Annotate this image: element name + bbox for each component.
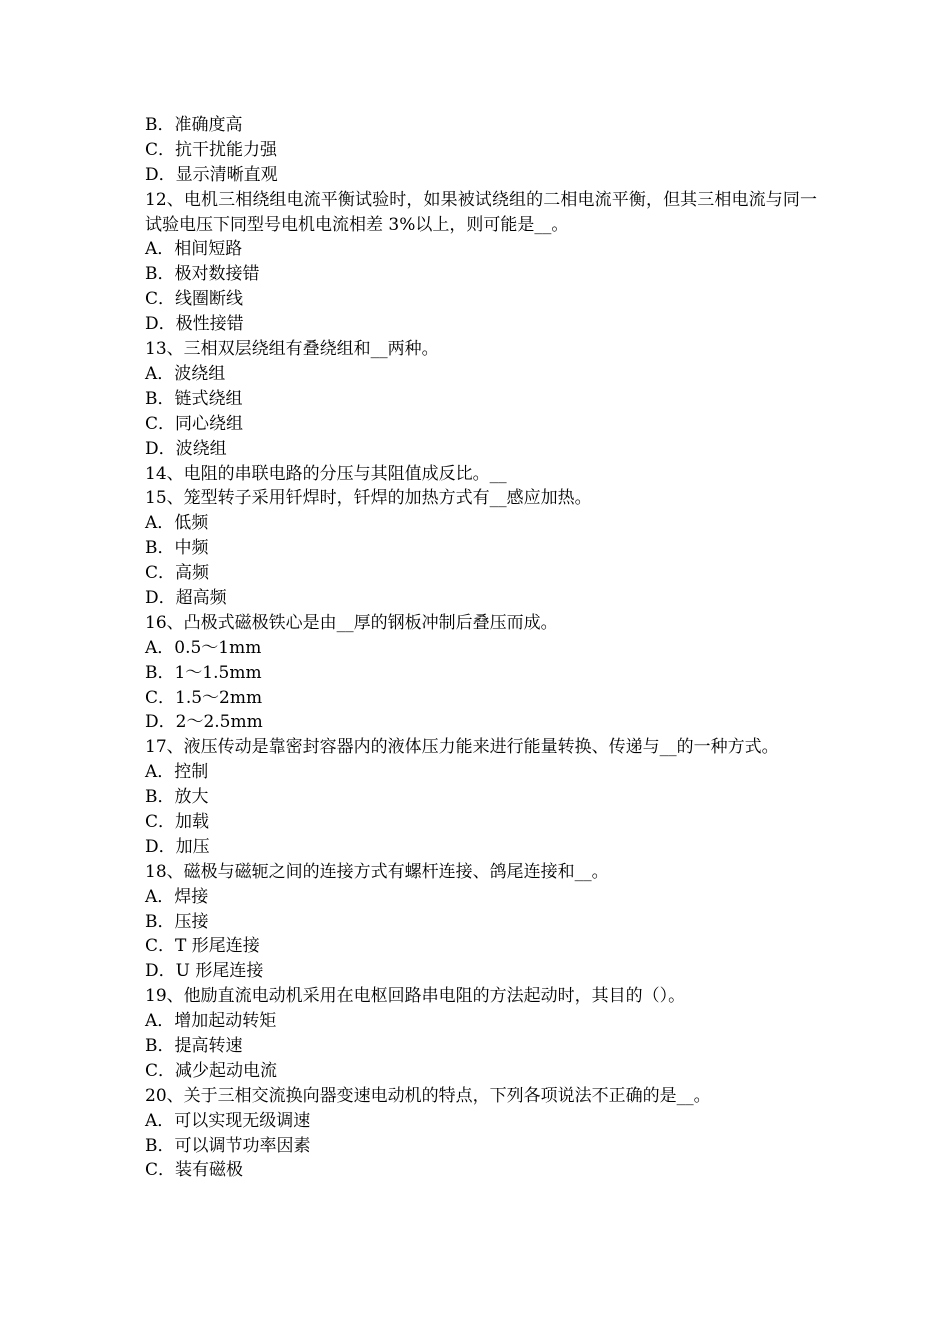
- option-line: D．极性接错: [145, 314, 244, 335]
- question-15: 15、笼型转子采用钎焊时，钎焊的加热方式有__感应加热。: [145, 488, 592, 509]
- option-line: D．显示清晰直观: [145, 164, 278, 185]
- option-line: C．线圈断线: [145, 289, 244, 310]
- question-12: 12、电机三相绕组电流平衡试验时，如果被试绕组的二相电流平衡，但其三相电流与同一试验电压下同型号电机电流相差 3%以上，则可能是__。: [145, 189, 817, 235]
- option-line: A．低频: [145, 513, 209, 534]
- option-line: B．放大: [145, 787, 209, 808]
- option-line: A．0.5～1mm: [145, 637, 262, 658]
- document-body: [145, 113, 817, 1183]
- option-line: B．中频: [145, 538, 209, 559]
- option-line: C．装有磁极: [145, 1160, 244, 1181]
- option-line: C．1.5～2mm: [145, 687, 263, 708]
- question-20: 20、关于三相交流换向器变速电动机的特点，下列各项说法不正确的是__。: [145, 1085, 711, 1106]
- option-line: A．控制: [145, 762, 209, 783]
- option-line: C．抗干扰能力强: [145, 139, 278, 160]
- question-18: 18、磁极与磁轭之间的连接方式有螺杆连接、鸽尾连接和__。: [145, 861, 609, 882]
- option-line: B．极对数接错: [145, 264, 260, 285]
- option-line: C．高频: [145, 563, 210, 584]
- option-line: A．相间短路: [145, 239, 243, 260]
- option-line: C．T 形尾连接: [145, 936, 260, 957]
- question-16: 16、凸极式磁极铁心是由__厚的钢板冲制后叠压而成。: [145, 612, 558, 633]
- option-line: D．波绕组: [145, 438, 227, 459]
- option-line: D．2～2.5mm: [145, 712, 263, 733]
- option-line: C．加载: [145, 811, 210, 832]
- option-line: C．同心绕组: [145, 413, 244, 434]
- question-14: 14、电阻的串联电路的分压与其阻值成反比。__: [145, 463, 507, 484]
- option-line: A．焊接: [145, 886, 209, 907]
- question-17: 17、液压传动是靠密封容器内的液体压力能来进行能量转换、传递与__的一种方式。: [145, 737, 779, 758]
- option-line: B．压接: [145, 911, 209, 932]
- option-line: B．提高转速: [145, 1036, 243, 1056]
- option-line: C．减少起动电流: [145, 1060, 278, 1081]
- option-line: A．可以实现无级调速: [145, 1110, 311, 1131]
- option-line: B．链式绕组: [145, 388, 243, 409]
- option-line: B．可以调节功率因素: [145, 1135, 311, 1156]
- question-19: 19、他励直流电动机采用在电枢回路串电阻的方法起动时，其目的（）。: [145, 986, 686, 1007]
- option-line: D．U 形尾连接: [145, 961, 264, 982]
- option-line: B．准确度高: [145, 115, 243, 135]
- option-line: A．波绕组: [145, 363, 226, 384]
- option-line: B．1～1.5mm: [145, 662, 262, 683]
- option-line: D．加压: [145, 836, 210, 857]
- option-line: D．超高频: [145, 587, 227, 608]
- option-line: A．增加起动转矩: [145, 1011, 277, 1032]
- question-13: 13、三相双层绕组有叠绕组和__两种。: [145, 339, 439, 360]
